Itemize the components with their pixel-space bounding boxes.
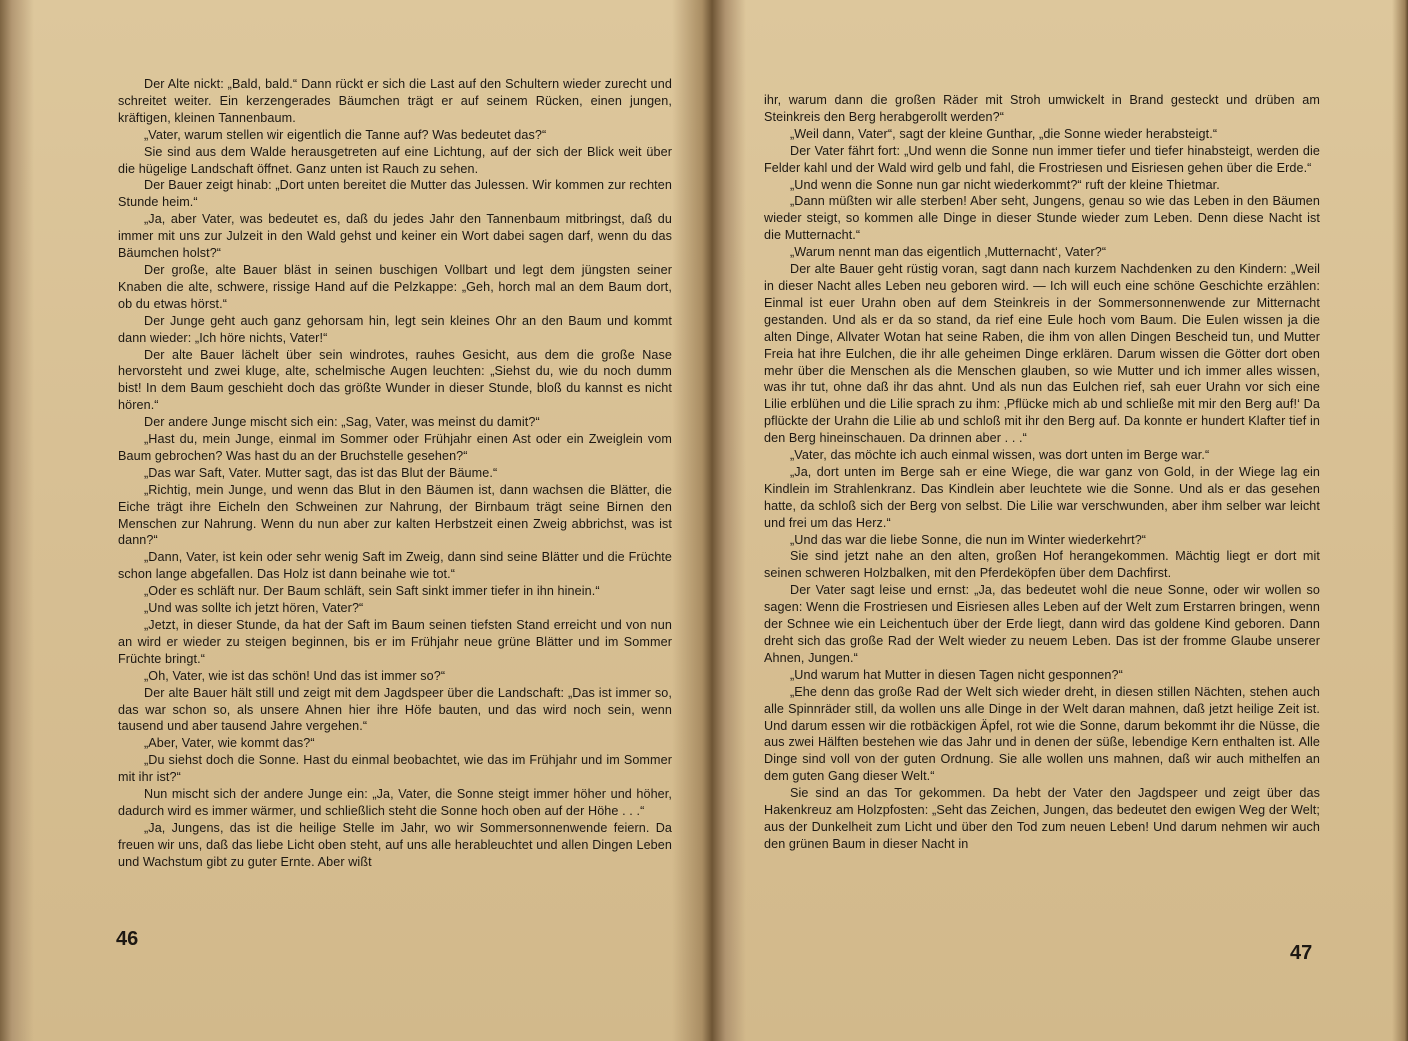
paragraph: „Und warum hat Mutter in diesen Tagen nicht gesponnen?“ [790,667,1123,682]
right-page [712,0,1408,1041]
paragraph: Der Bauer zeigt hinab: „Dort unten bereitet die Mutter das Julessen. Wir kommen zur rechten Stunde heim.“ [118,178,672,210]
paragraph: „Vater, das möchte ich auch einmal wissen, was dort unten im Berge war.“ [790,448,1210,463]
paragraph: „Hast du, mein Junge, einmal im Sommer oder Frühjahr einen Ast oder ein Zweiglein vom Baum gebrochen? Was hast du an der Bruchstelle gesehen?“ [118,432,672,463]
paragraph: „Oder es schläft nur. Der Baum schläft, sein Saft sinkt immer tiefer in ihn hinein.“ [144,584,600,599]
right-page-text [764,92,1320,853]
paragraph: Sie sind aus dem Walde herausgetreten auf eine Lichtung, auf der sich der Blick weit über die hügelige Landschaft öffnet. Ganz unten ist Rauch zu sehen. [118,144,672,176]
paragraph: Der andere Junge mischt sich ein: „Sag, Vater, was meinst du damit?“ [144,415,540,430]
paragraph: „Warum nennt man das eigentlich ‚Mutternacht‘, Vater?“ [790,245,1107,260]
paragraph: „Du siehst doch die Sonne. Hast du einmal beobachtet, wie das im Frühjahr und im Sommer mit ihr ist?“ [118,753,672,785]
page-number-right: 47 [1290,942,1313,964]
paragraph: „Und das war die liebe Sonne, die nun im Winter wiederkehrt?“ [790,532,1147,547]
paragraph: „Ehe denn das große Rad der Welt sich wieder dreht, in diesen stillen Nächten, stehen auch alle Spinnräder still, da wollen uns alle Dinge in der Welt daran mahnen, daß jetzt heilige Zeit ist. Und darum essen wir die rotbäckigen Äpfel, rot wie die Sonne, darum bekommt ihr die Nüsse, die aus zwei Hälften bestehen wie das Jahr und in denen der süße, lebendige Kern enthalten ist. Alle Dinge sind voll von der guten Ordnung. Sie alle wollen uns mahnen, daß wir auch mithelfen an dem guten Gang dieser Welt.“ [764,684,1320,784]
paragraph: „Weil dann, Vater“, sagt der kleine Gunthar, „die Sonne wieder herabsteigt.“ [790,126,1218,141]
paragraph: „Oh, Vater, wie ist das schön! Und das ist immer so?“ [144,668,446,683]
paragraph: „Aber, Vater, wie kommt das?“ [144,736,315,751]
paragraph: „Und wenn die Sonne nun gar nicht wiederkommt?“ ruft der kleine Thietmar. [790,177,1220,192]
paragraph: Der Vater fährt fort: „Und wenn die Sonne nun immer tiefer und tiefer hinabsteigt, werden die Felder kahl und der Wald wird gelb und fahl, die Frostriesen und Eisriesen gehen über die Erde.“ [764,143,1320,175]
paragraph: „Jetzt, in dieser Stunde, da hat der Saft im Baum seinen tiefsten Stand erreicht und von nun an wird er wieder zu steigen beginnen, bis er im Frühjahr neue grüne Blätter und im Sommer Früchte bringt.“ [118,618,672,666]
paragraph: Der Junge geht auch ganz gehorsam hin, legt sein kleines Ohr an den Baum und kommt dann wieder: „Ich höre nichts, Vater!“ [118,313,672,345]
paragraph: „Ja, aber Vater, was bedeutet es, daß du jedes Jahr den Tannenbaum mitbringst, daß du immer mit uns zur Julzeit in den Wald gehst und keiner ein Wort dabei sagen darf, wenn du das Bäumchen holst?“ [118,212,672,261]
paragraph: „Richtig, mein Junge, und wenn das Blut in den Bäumen ist, dann wachsen die Blätter, die Eiche trägt ihre Eicheln den Schweinen zur Nahrung, der Birnbaum trägt seine Birnen den Menschen zur Nahrung. Wenn du nun aber zur kalten Herbstzeit einen Zweig abbrichst, was ist dann?“ [118,482,672,548]
paragraph: „Vater, warum stellen wir eigentlich die Tanne auf? Was bedeutet das?“ [144,127,547,142]
paragraph: Der große, alte Bauer bläst in seinen buschigen Vollbart und legt dem jüngsten seiner Knaben die alte, schwere, rissige Hand auf die Pelzkappe: „Geh, horch mal an dem Baum dort, ob du etwas hörst.“ [118,262,672,311]
paragraph: „Ja, dort unten im Berge sah er eine Wiege, die war ganz von Gold, in der Wiege lag ein Kindlein im Strahlenkranz. Das Kindlein aber leuchtete wie die Sonne. Und als er das gesehen hatte, da schloß sich der Berg von selbst. Die Lilie war verschwunden, aber ihm selber war leicht und frei um das Herz.“ [764,464,1320,530]
paragraph: Nun mischt sich der andere Junge ein: „Ja, Vater, die Sonne steigt immer höher und höher, dadurch wird es immer wärmer, und schließlich steht die Sonne hoch oben auf der Höhe . . .“ [118,787,672,818]
paragraph: Der alte Bauer lächelt über sein windrotes, rauhes Gesicht, aus dem die große Nase hervorsteht und zwei kluge, alte, schelmische Augen leuchten: „Siehst du, wie du noch dumm bist! In dem Baum geschieht doch das größte Wunder in dieser Stunde, bloß du kannst es nicht hören.“ [118,347,672,413]
paragraph: „Dann, Vater, ist kein oder sehr wenig Saft im Zweig, dann sind seine Blätter und die Früchte schon lange abgefallen. Das Holz ist dann beinahe wie tot.“ [118,550,672,582]
paragraph: „Ja, Jungens, das ist die heilige Stelle im Jahr, wo wir Sommersonnenwende feiern. Da freuen wir uns, daß das liebe Licht oben steht, auf uns alle herableuchtet und allen Dingen Leben und Wachstum gibt zu guter Ernte. Aber wißt [118,820,672,869]
paragraph: Der alte Bauer hält still und zeigt mit dem Jagdspeer über die Landschaft: „Das ist immer so, das war schon so, als unsere Ahnen hier ihre Höfe bauten, und das wird noch sein, wenn tausend und aber tausend Jahre vergehen.“ [118,685,672,734]
paragraph: Der Alte nickt: „Bald, bald.“ Dann rückt er sich die Last auf den Schultern wieder zurecht und schreitet weiter. Ein kerzengerades Bäumchen trägt er auf seinem Rücken, einen jungen, kräftigen, kleinen Tannenbaum. [118,77,672,125]
paragraph: Sie sind jetzt nahe an den alten, großen Hof herangekommen. Mächtig liegt er dort mit seinen schweren Holzbalken, mit den Pferdeköpfen über dem Dachfirst. [764,549,1320,581]
paragraph: „Und was sollte ich jetzt hören, Vater?“ [144,601,364,616]
paragraph: Der Vater sagt leise und ernst: „Ja, das bedeutet wohl die neue Sonne, oder wir wollen so sagen: Wenn die Frostriesen und Eisriesen alles Leben auf der Welt zum Erstarren bringen, wenn der Schnee wie ein Leichentuch über der Erde liegt, dann wird das goldene Kind geboren. Dann dreht sich das große Rad der Welt wieder zu neuem Leben. Das ist der fromme Glaube unserer Ahnen, Jungen.“ [764,583,1320,665]
paragraph: Sie sind an das Tor gekommen. Da hebt der Vater den Jagdspeer und zeigt über das Hakenkreuz am Holzpfosten: „Seht das Zeichen, Jungen, das bedeutet den ewigen Weg der Welt; aus der Dunkelheit zum Licht und über den Tod zum neuen Leben! Und darum nehmen wir auch den grünen Baum in dieser Nacht in [764,786,1320,851]
paragraph: ihr, warum dann die großen Räder mit Stroh umwickelt in Brand gesteckt und drüben am Steinkreis den Berg herabgerollt werden?“ [764,93,1320,124]
left-page-text [118,76,672,871]
paragraph: Der alte Bauer geht rüstig voran, sagt dann nach kurzem Nachdenken zu den Kindern: „Weil in dieser Nacht alles Leben neu geboren wird. — Ich will euch eine schöne Geschichte erzählen: Einmal ist euer Urahn oben auf dem Steinkreis in der Sommersonnenwende zur Mitternacht gestanden. Und als er da so stand, da rief eine Eule hoch vom Baum. Die Eulen wissen ja die alten Dinge, Allvater Wotan hat seine Raben, die ihm von allen Dingen Bescheid tun, und Mutter Freia hat ihre Eulchen, die ihr alle geheimen Dinge erklären. Darum wissen die Götter dort oben mehr über die Menschen als die Menschen glauben, so wie Mutter und ich immer alles wissen, was ihr tut, ohne daß ihr das ahnt. Und als nun das Eulchen rief, sah euer Urahn vor sich eine Lilie erblühen und die Lilie sprach zu ihm: ‚Pflücke mich ab und schließe mit mir den Berg auf!‘ Da pflückte der Urahn die Lilie ab und schloß mit ihr den Berg auf. Da konnte er hundert Klafter tief in den Berg hineinschauen. Da drinnen aber . . .“ [764,262,1320,446]
paragraph: „Das war Saft, Vater. Mutter sagt, das ist das Blut der Bäume.“ [144,465,498,480]
paragraph: „Dann müßten wir alle sterben! Aber seht, Jungens, genau so wie das Leben in den Bäumen wieder steigt, so kommen alle Dinge in dieser Stunde wieder zum Leben. Denn diese Nacht ist die Mutternacht.“ [764,194,1320,243]
page-number-left: 46 [116,928,139,950]
